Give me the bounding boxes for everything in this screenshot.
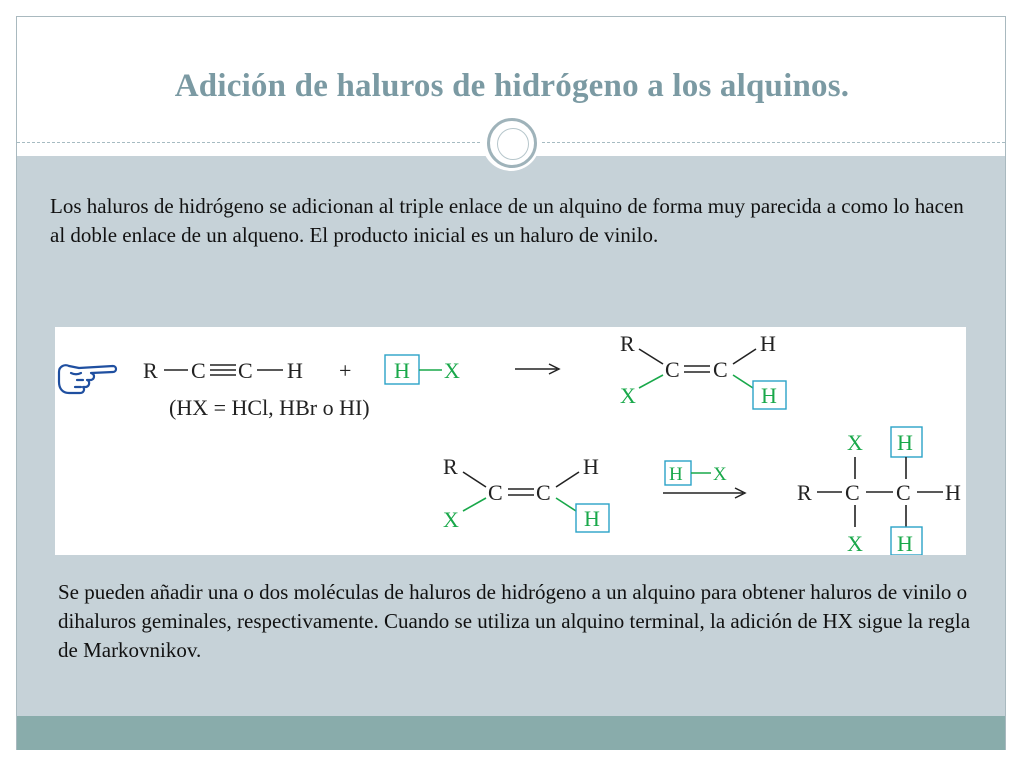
r1-plus: + bbox=[339, 358, 352, 383]
p1-H-top: H bbox=[760, 331, 776, 356]
p2-X-top: X bbox=[847, 430, 863, 455]
r1-condition: (HX = HCl, HBr o HI) bbox=[169, 395, 370, 420]
r2-H-box: H bbox=[584, 506, 600, 531]
r1-HX-X: X bbox=[444, 358, 460, 383]
r2-C2: C bbox=[536, 480, 551, 505]
p1-R: R bbox=[620, 331, 635, 356]
r2-H-top: H bbox=[583, 454, 599, 479]
r1-H: H bbox=[287, 358, 303, 383]
explanation-paragraph: Se pueden añadir una o dos moléculas de haluros de hidrógeno a un alquino para obtener haluros de vinilo o dihaluros geminales, respectivamente. Cuando se utiliza un alquino terminal, la adición de HX sigue la regla de Markovnikov. bbox=[58, 580, 971, 662]
r1-HX-H: H bbox=[394, 358, 410, 383]
p2-R: R bbox=[797, 480, 812, 505]
p2-C2: C bbox=[896, 480, 911, 505]
slide-title: Adición de haluros de hidrógeno a los alquinos. bbox=[174, 68, 850, 104]
p1-X: X bbox=[620, 383, 636, 408]
r1-C1: C bbox=[191, 358, 206, 383]
p1-C2: C bbox=[713, 357, 728, 382]
r2-C1: C bbox=[488, 480, 503, 505]
r1-C2: C bbox=[238, 358, 253, 383]
pointing-hand-icon bbox=[59, 365, 116, 393]
p2-H-right: H bbox=[945, 480, 961, 505]
r2-X: X bbox=[443, 507, 459, 532]
p2-H-top: H bbox=[897, 430, 913, 455]
p2-H-bottom: H bbox=[897, 531, 913, 555]
r2-R: R bbox=[443, 454, 458, 479]
r2-reagent-H: H bbox=[669, 464, 683, 485]
circle-ornament-icon bbox=[482, 113, 540, 171]
p1-H-box: H bbox=[761, 383, 777, 408]
p1-C1: C bbox=[665, 357, 680, 382]
r2-reagent-X: X bbox=[713, 464, 727, 485]
footer-bar bbox=[17, 716, 1005, 750]
intro-paragraph: Los haluros de hidrógeno se adicionan al triple enlace de un alquino de forma muy parecida a como lo hacen al doble enlace de un alqueno. El producto inicial es un haluro de vinilo. bbox=[50, 194, 964, 247]
p2-C1: C bbox=[845, 480, 860, 505]
reaction-figure bbox=[55, 327, 966, 555]
p2-X-bottom: X bbox=[847, 531, 863, 555]
r1-R: R bbox=[143, 358, 158, 383]
